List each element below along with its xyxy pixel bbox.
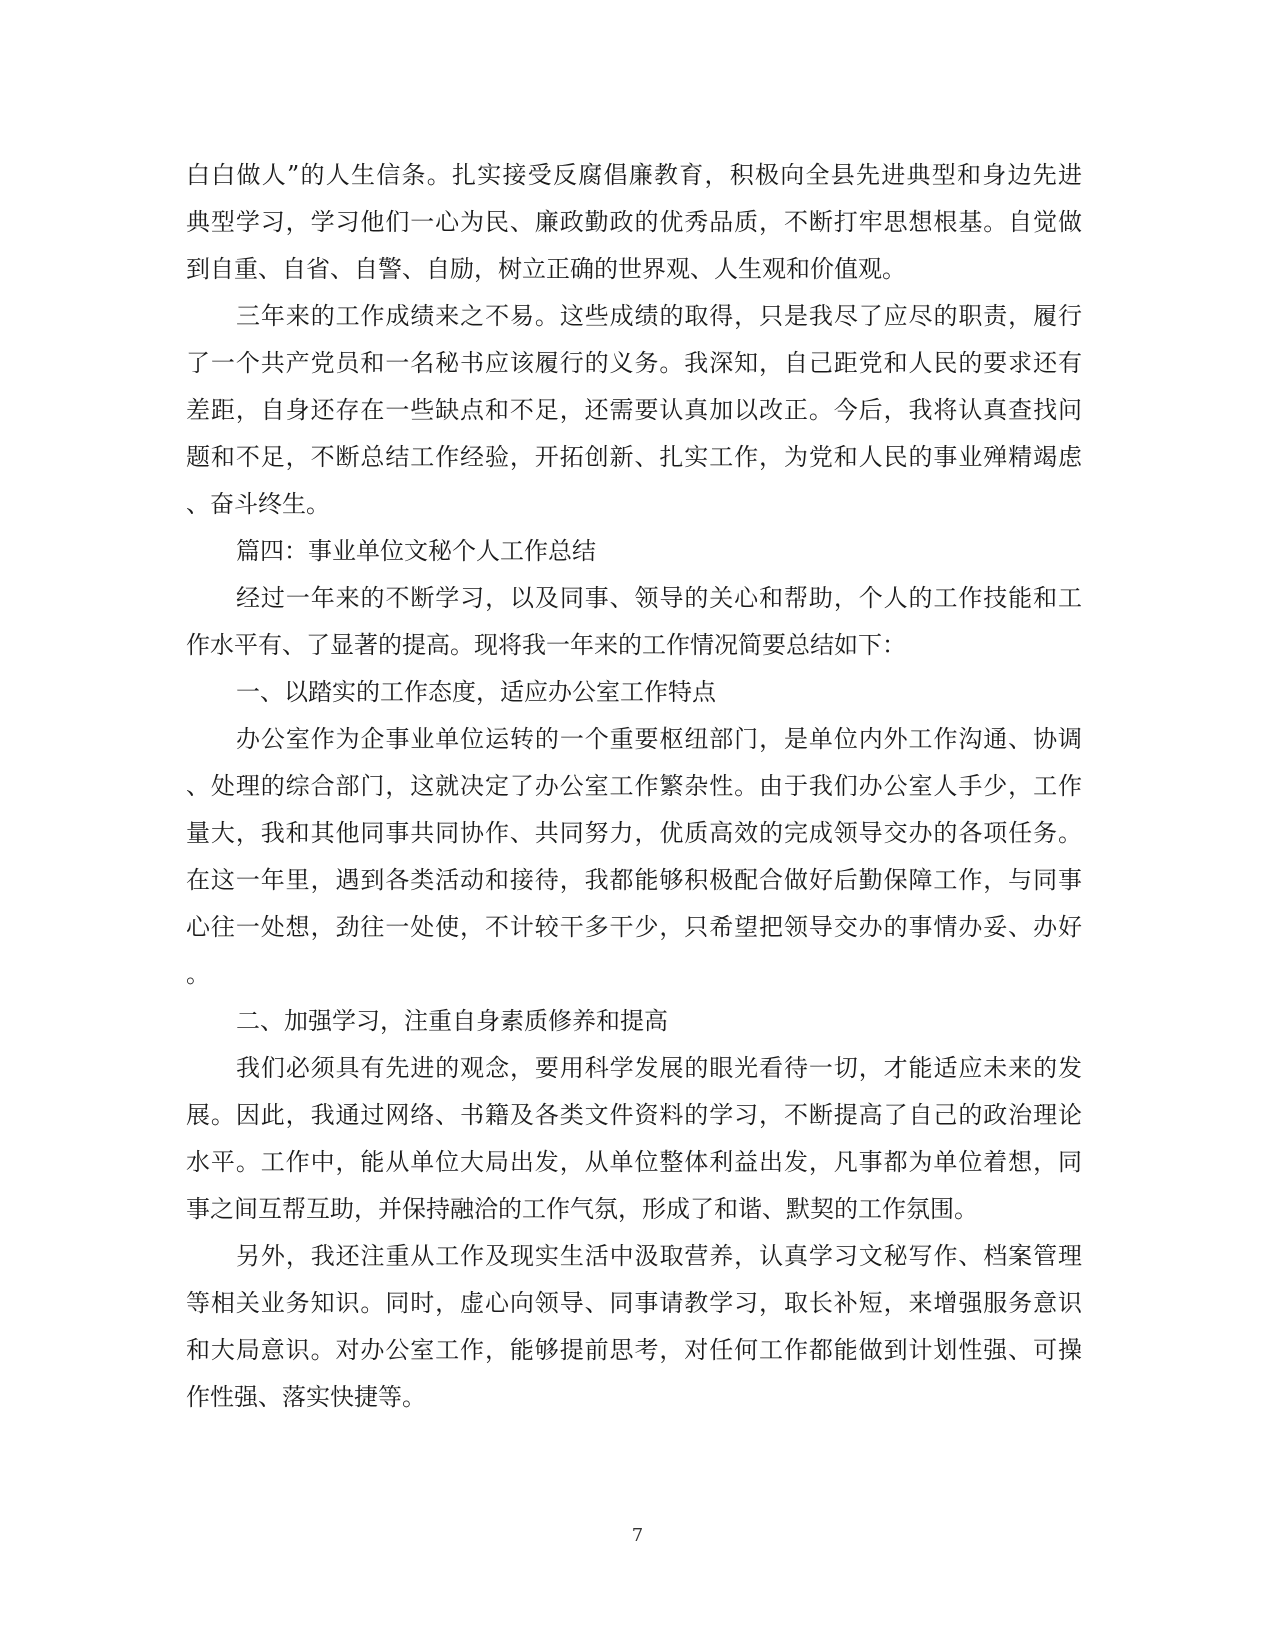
text-line: 水平。工作中，能从单位大局出发，从单位整体利益出发，凡事都为单位着想，同 xyxy=(186,1148,1082,1176)
page-number: 7 xyxy=(631,1525,644,1546)
text-line: 了一个共产党员和一名秘书应该履行的义务。我深知，自己距党和人民的要求还有 xyxy=(186,349,1082,377)
section-heading: 篇四：事业单位文秘个人工作总结 xyxy=(236,537,596,565)
text-line: 和大局意识。对办公室工作，能够提前思考，对任何工作都能做到计划性强、可操 xyxy=(186,1336,1082,1364)
body-text xyxy=(186,152,1082,1421)
text-line: 展。因此，我通过网络、书籍及各类文件资料的学习，不断提高了自己的政治理论 xyxy=(186,1101,1082,1129)
text-line: 事之间互帮互助，并保持融洽的工作气氛，形成了和谐、默契的工作氛围。 xyxy=(186,1195,978,1223)
text-line: 。 xyxy=(186,960,210,988)
text-line: 等相关业务知识。同时，虚心向领导、同事请教学习，取长补短，来增强服务意识 xyxy=(186,1289,1082,1317)
text-line: 题和不足，不断总结工作经验，开拓创新、扎实工作，为党和人民的事业殚精竭虑 xyxy=(186,443,1082,471)
text-line: 、奋斗终生。 xyxy=(186,490,330,518)
text-line: 白白做人”的人生信条。扎实接受反腐倡廉教育，积极向全县先进典型和身边先进 xyxy=(186,161,1082,189)
text-line: 三年来的工作成绩来之不易。这些成绩的取得，只是我尽了应尽的职责，履行 xyxy=(236,302,1082,330)
text-line: 典型学习，学习他们一心为民、廉政勤政的优秀品质，不断打牢思想根基。自觉做 xyxy=(186,208,1082,236)
section-heading: 二、加强学习，注重自身素质修养和提高 xyxy=(236,1007,668,1035)
text-line: 在这一年里，遇到各类活动和接待，我都能够积极配合做好后勤保障工作，与同事 xyxy=(186,866,1082,894)
text-line: 作水平有、了显著的提高。现将我一年来的工作情况简要总结如下： xyxy=(186,631,906,659)
text-line: 心往一处想，劲往一处使，不计较干多干少，只希望把领导交办的事情办妥、办好 xyxy=(186,913,1082,941)
text-line: 量大，我和其他同事共同协作、共同努力，优质高效的完成领导交办的各项任务。 xyxy=(186,819,1082,847)
text-line: 、处理的综合部门，这就决定了办公室工作繁杂性。由于我们办公室人手少，工作 xyxy=(186,772,1082,800)
section-heading: 一、以踏实的工作态度，适应办公室工作特点 xyxy=(236,678,716,706)
text-line: 办公室作为企事业单位运转的一个重要枢纽部门，是单位内外工作沟通、协调 xyxy=(236,725,1082,753)
text-line: 我们必须具有先进的观念，要用科学发展的眼光看待一切，才能适应未来的发 xyxy=(236,1054,1082,1082)
text-line: 到自重、自省、自警、自励，树立正确的世界观、人生观和价值观。 xyxy=(186,255,906,283)
text-line: 差距，自身还存在一些缺点和不足，还需要认真加以改正。今后，我将认真查找问 xyxy=(186,396,1082,424)
text-line: 作性强、落实快捷等。 xyxy=(186,1383,426,1411)
text-line: 另外，我还注重从工作及现实生活中汲取营养，认真学习文秘写作、档案管理 xyxy=(236,1242,1082,1270)
text-line: 经过一年来的不断学习，以及同事、领导的关心和帮助，个人的工作技能和工 xyxy=(236,584,1082,612)
